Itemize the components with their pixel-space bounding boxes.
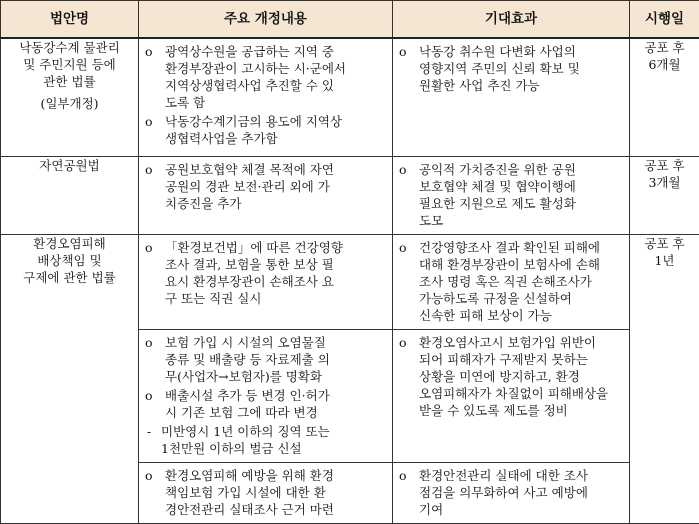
table-row (1, 156, 699, 234)
list-item: o 환경오염피해 예방을 위해 환경 책임보험 가입 시설에 대한 환 경안전관리 실태조사 근거 마련 (143, 467, 388, 518)
list-item: o 환경안전관리 실태에 대한 조사 점검을 의무화하여 사고 예방에 기여 (397, 467, 625, 518)
list-item: o 낙동강수계기금의 용도에 지역상 생협력사업을 추가함 (143, 113, 388, 147)
list-item: o 「환경보건법」에 따른 건강영향 조사 결과, 보험을 통한 보상 필 요시 환경부장관이 손해조사 요 구 또는 직권 실시 (143, 239, 388, 307)
effective-date-cell: 공포 후 1년 (630, 234, 699, 523)
content-cell (139, 38, 393, 156)
list-item: o 배출시설 추가 등 변경 인·허가 시 기존 보험 그에 따라 변경 (143, 387, 388, 421)
list-item: o 광역상수원을 공급하는 지역 중 환경부장관이 고시하는 시·군에서 지역상생협력사업 추진할 수 있 도록 함 (143, 43, 388, 111)
content-cell (139, 329, 393, 462)
header-row (1, 1, 699, 39)
effective-date-cell: 공포 후 6개월 (630, 38, 699, 156)
law-name-cell: 낙동강수계 물관리 및 주민지원 등에 관한 법률 (일부개정) (1, 38, 139, 156)
header-content: 주요 개정내용 (139, 1, 393, 39)
list-item: o 환경오염사고시 보험가입 위반이 되어 피해자가 구제받지 못하는 상황을 미연에 방지하고, 환경 오염피해자가 차질없이 피해배상을 받을 수 있도록 제도를 정비 (397, 334, 625, 419)
list-item: o 낙동강 취수원 다변화 사업의 영향지역 주민의 신뢰 확보 및 원활한 사업 추진 가능 (397, 43, 625, 94)
list-item: o 건강영향조사 결과 확인된 피해에 대해 환경부장관이 보험사에 손해 조사 명령 혹은 직권 손해조사가 가능하도록 규정을 신설하여 신속한 피해 보상이 가능 (397, 239, 625, 324)
header-effect: 기대효과 (393, 1, 630, 39)
content-cell (139, 156, 393, 234)
content-cell (139, 462, 393, 523)
list-item: o 공원보호협약 체결 목적에 자연 공원의 경관 보전·관리 외에 가 치증진을 추가 (143, 161, 388, 212)
effect-cell (393, 329, 630, 462)
effective-date-cell: 공포 후 3개월 (630, 156, 699, 234)
effect-cell (393, 462, 630, 523)
list-item: o 보험 가입 시 시설의 오염물질 종류 및 배출량 등 자료제출 의 무(사업자→보험자)를 명확화 (143, 334, 388, 385)
content-cell (139, 234, 393, 329)
law-name-cell: 자연공원법 (1, 156, 139, 234)
list-item: - 미반영시 1년 이하의 징역 또는 1천만원 이하의 벌금 신설 (143, 423, 388, 457)
header-date: 시행일 (630, 1, 699, 39)
list-item: o 공익적 가치증진을 위한 공원 보호협약 체결 및 협약이행에 필요한 지원으로 제도 활성화 도모 (397, 161, 625, 229)
law-name-cell: 환경오염피해 배상책임 및 구제에 관한 법률 (1, 234, 139, 523)
table-row (1, 234, 699, 329)
header-law-name: 법안명 (1, 1, 139, 39)
effect-cell (393, 156, 630, 234)
effect-cell (393, 234, 630, 329)
effect-cell (393, 38, 630, 156)
table-row (1, 38, 699, 156)
